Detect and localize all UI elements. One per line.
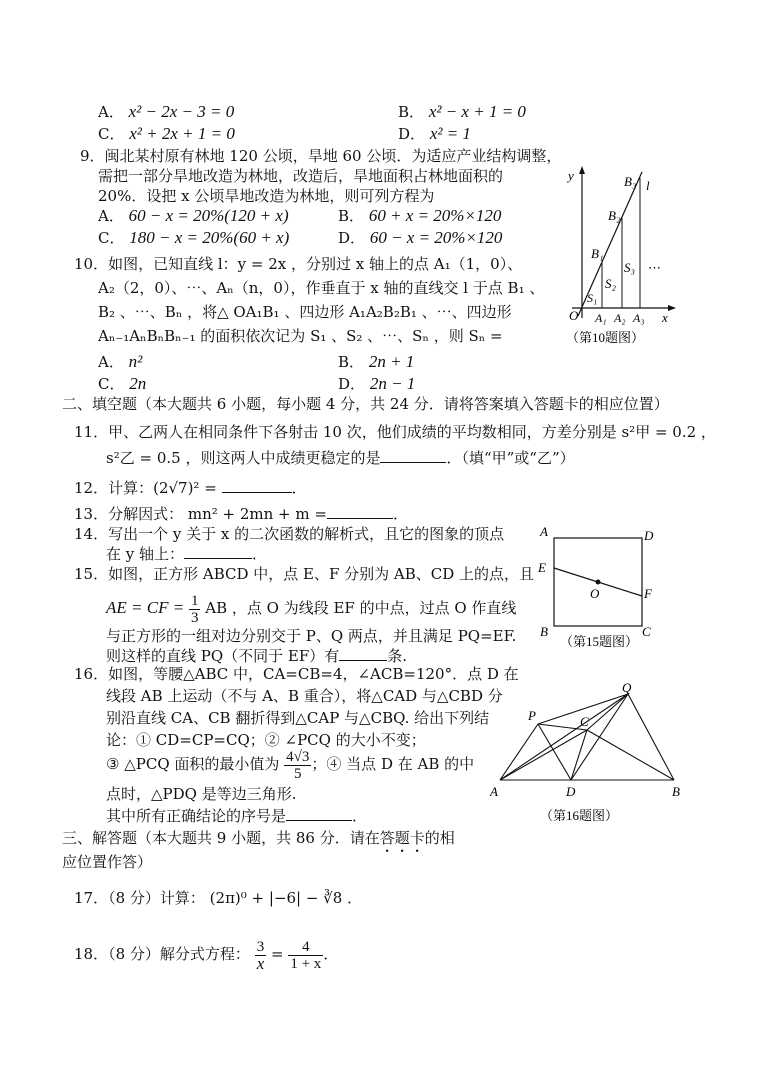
q16-line4: 论：① CD=CP=CQ；② ∠PCQ 的大小不变； bbox=[106, 731, 426, 749]
fig10-label-l: l bbox=[646, 178, 650, 193]
q13-line: 13．分解因式： mn² + 2mn + m = ． bbox=[74, 505, 408, 523]
q12-answer-blank bbox=[222, 478, 292, 493]
q16-line7: 其中所有正确结论的序号是 ． bbox=[106, 807, 368, 825]
fig15-label-a: A bbox=[540, 524, 548, 539]
q9-line2: 需把一部分旱地改造为林地，改造后，旱地面积占林地面积的 bbox=[98, 167, 504, 185]
q11-line2: s²乙 = 0.5 ，则这两人中成绩更稳定的是 ．（填“甲”或“乙”） bbox=[106, 449, 575, 467]
q10-option-b: B． 2n + 1 bbox=[338, 352, 415, 371]
q15-answer-blank bbox=[339, 646, 387, 661]
q18-fraction-rhs: $\frac{4}{1 + x}$ bbox=[290, 938, 322, 972]
fig10-label-o: O bbox=[569, 308, 579, 323]
fig15-label-e: E bbox=[538, 560, 546, 575]
q18-line: 18．（8 分）解分式方程： $\frac{3}{x}$ = $\frac{4}{1 + x}$ ． bbox=[74, 938, 339, 973]
fig15-label-f: F bbox=[644, 586, 652, 601]
q10-option-a: A． n² bbox=[98, 352, 143, 371]
fig10-label-a1: A₁ bbox=[595, 311, 607, 325]
fig16-label-c: C bbox=[580, 714, 589, 729]
q8-option-b: B． x² − x + 1 = 0 bbox=[398, 102, 526, 121]
q10-line2: A₂（2，0）、⋯、Aₙ（n，0），作垂直于 x 轴的直线交 l 于点 B₁ 、 bbox=[98, 279, 545, 297]
q16-fraction: $\frac{4√3}{5}$ bbox=[286, 748, 310, 782]
fig16-caption: （第16题图） bbox=[540, 808, 619, 823]
q9-option-a: A． 60 − x = 20%(120 + x) bbox=[98, 206, 289, 225]
section2-heading: 二、填空题（本大题共 6 小题，每小题 4 分，共 24 分．请将答案填入答题卡的相应位置） bbox=[62, 395, 669, 413]
fig15-label-o: O bbox=[590, 586, 600, 601]
fig16-label-q: Q bbox=[622, 680, 632, 695]
q14-answer-blank bbox=[184, 544, 252, 559]
q18-fraction-lhs: $\frac{3}{x}$ bbox=[256, 938, 265, 973]
q12-line: 12．计算：(2√7)² = ． bbox=[74, 479, 307, 497]
q9-option-c: C． 180 − x = 20%(60 + x) bbox=[98, 228, 290, 247]
q10-line1: 10．如图，已知直线 l：y = 2x ，分别过 x 轴上的点 A₁（1，0）、 bbox=[74, 255, 523, 273]
q8-option-a: A． x² − 2x − 3 = 0 bbox=[98, 102, 235, 121]
q10-line3: B₂ 、⋯、Bₙ ，将△ OA₁B₁ 、四边形 A₁A₂B₂B₁ 、⋯、四边形 bbox=[98, 303, 512, 321]
fig15-label-c: C bbox=[642, 624, 651, 639]
figure-16 bbox=[484, 680, 694, 830]
q10-line4: Aₙ₋₁AₙBₙBₙ₋₁ 的面积依次记为 S₁ 、S₂ 、⋯、Sₙ ，则 Sₙ = bbox=[98, 327, 503, 345]
fig10-label-x: x bbox=[662, 310, 668, 325]
fig10-label-a2: A₂ bbox=[614, 311, 626, 325]
q14-line2: 在 y 轴上： ． bbox=[106, 545, 268, 563]
q8-option-d: D． x² = 1 bbox=[398, 124, 471, 143]
fig10-label-ellipsis: ⋯ bbox=[648, 260, 661, 275]
q15-line4: 则这样的直线 PQ（不同于 EF）有 条. bbox=[106, 647, 408, 665]
fig15-caption: （第15题图） bbox=[560, 634, 639, 649]
fig16-label-p: P bbox=[528, 708, 536, 723]
q15-line1: 15．如图，正方形 ABCD 中，点 E、F 分别为 AB、CD 上的点，且 bbox=[74, 565, 535, 583]
q16-line2: 线段 AB 上运动（不与 A、B 重合），将△CAD 与△CBD 分 bbox=[106, 687, 503, 705]
fig10-label-a3: A₃ bbox=[633, 311, 645, 325]
fig10-label-b2: B₂ bbox=[608, 208, 621, 223]
q13-answer-blank bbox=[327, 504, 393, 519]
figure-15 bbox=[530, 524, 670, 654]
fig10-caption: （第10题图） bbox=[566, 330, 645, 345]
q8-option-c: C． x² + 2x + 1 = 0 bbox=[98, 124, 235, 143]
figure-10 bbox=[560, 160, 680, 350]
q16-line6: 点时，△PDQ 是等边三角形. bbox=[106, 785, 297, 803]
q15-fraction: $\frac{1}{3}$ bbox=[190, 592, 199, 626]
q17-line: 17．（8 分）计算： (2π)⁰ + |−6| − ∛8 ． bbox=[74, 889, 363, 907]
section3-heading-line1: 三、解答题（本大题共 9 小题，共 86 分．请在答题卡的相 bbox=[62, 829, 455, 847]
q9-option-d: D． 60 − x = 20%×120 bbox=[338, 228, 503, 247]
q14-line1: 14．写出一个 y 关于 x 的二次函数的解析式，且它的图象的顶点 bbox=[74, 525, 505, 543]
fig15-label-d: D bbox=[644, 528, 654, 543]
fig16-label-a: A bbox=[490, 784, 498, 799]
q9-line1: 9．闽北某村原有林地 120 公顷，旱地 60 公顷．为适应产业结构调整， bbox=[80, 147, 562, 165]
q15-line2: AE = CF = $\frac{1}{3}$ AB ，点 O 为线段 EF 的中点，过点 O 作直线 bbox=[106, 592, 517, 626]
fig10-label-b1: B₁ bbox=[591, 246, 604, 261]
q11-line1: 11．甲、乙两人在相同条件下各射击 10 次，他们成绩的平均数相同，方差分别是 s²甲 = 0.2 ， bbox=[74, 423, 716, 441]
fig10-label-s1: S₁ bbox=[587, 291, 598, 305]
q11-answer-blank bbox=[380, 448, 446, 463]
q9-line3: 20%．设把 x 公顷旱地改造为林地，则可列方程为 bbox=[98, 187, 435, 205]
q16-line3: 别沿直线 CA、CB 翻折得到△CAP 与△CBQ. 给出下列结 bbox=[106, 709, 490, 727]
q10-option-d: D． 2n − 1 bbox=[338, 374, 416, 393]
fig16-label-b: B bbox=[672, 784, 680, 799]
section3-heading-line2: 应位置作答） bbox=[62, 853, 153, 871]
fig10-label-s2: S₂ bbox=[605, 276, 617, 291]
q10-option-c: C． 2n bbox=[98, 374, 147, 393]
q16-answer-blank bbox=[286, 806, 352, 821]
q16-line5: ③ △PCQ 面积的最小值为 $\frac{4√3}{5}$ ；④ 当点 D 在 AB 的中 bbox=[106, 748, 475, 782]
fig10-label-y: y bbox=[568, 168, 574, 183]
q16-line1: 16．如图，等腰△ABC 中，CA=CB=4，∠ACB=120°．点 D 在 bbox=[74, 665, 519, 683]
fig10-label-b3: B₃ bbox=[624, 174, 637, 189]
q15-line3: 与正方形的一组对边分别交于 P、Q 两点，并且满足 PQ=EF. bbox=[106, 627, 517, 645]
fig15-label-b: B bbox=[540, 624, 548, 639]
fig10-label-s3: S₃ bbox=[624, 260, 636, 275]
fig16-label-d: D bbox=[566, 784, 576, 799]
q9-option-b: B． 60 + x = 20%×120 bbox=[338, 206, 502, 225]
